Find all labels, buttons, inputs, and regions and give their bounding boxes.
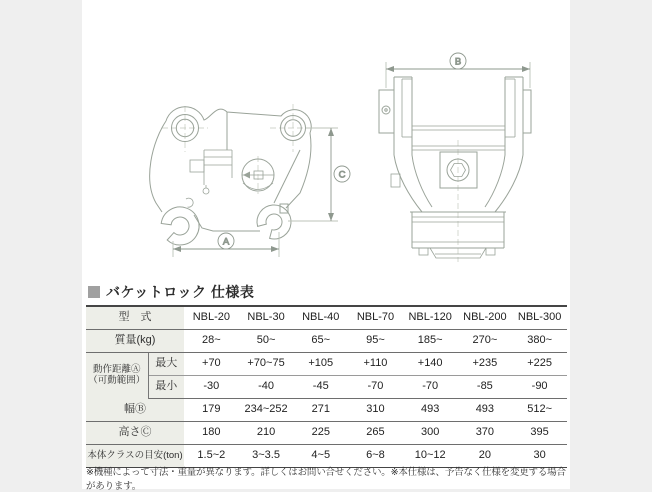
row-label-cell: 本体クラスの目安(ton)	[86, 445, 184, 468]
spec-cell: +70	[184, 353, 239, 376]
dim-c-label: C	[338, 169, 346, 181]
dim-b-label: B	[454, 56, 462, 68]
section-title-text: バケットロック 仕様表	[106, 284, 255, 300]
title-square-icon	[88, 286, 100, 298]
sub-label-cell: 最小	[148, 376, 184, 399]
stroke-min-row	[86, 376, 567, 399]
spec-cell: 6~8	[348, 445, 403, 468]
spec-cell: -85	[458, 376, 513, 399]
spec-cell: 65~	[293, 330, 348, 353]
stroke-max-row	[86, 353, 567, 376]
spec-cell: 310	[348, 399, 403, 422]
section-title	[88, 283, 254, 301]
spec-cell: 380~	[512, 330, 567, 353]
model-header-cell: NBL-120	[403, 306, 458, 330]
spec-cell: -45	[293, 376, 348, 399]
spec-cell: 3~3.5	[239, 445, 294, 468]
row-label-cell: 質量(kg)	[86, 330, 184, 353]
spec-cell: 4~5	[293, 445, 348, 468]
model-header-row	[86, 306, 567, 330]
spec-cell: +140	[403, 353, 458, 376]
spec-cell: 210	[239, 422, 294, 445]
spec-table	[86, 305, 567, 468]
spec-cell: -70	[403, 376, 458, 399]
spec-cell: 300	[403, 422, 458, 445]
spec-cell: 30	[512, 445, 567, 468]
technical-drawings	[82, 0, 570, 278]
spec-cell: -70	[348, 376, 403, 399]
stroke-label-line1: 動作距離Ⓐ	[92, 363, 141, 375]
spec-cell: 10~12	[403, 445, 458, 468]
spec-cell: 395	[512, 422, 567, 445]
spec-cell: 370	[458, 422, 513, 445]
row-label-cell: 高さⒸ	[86, 422, 184, 445]
dim-a-label: A	[222, 236, 230, 248]
spec-cell: 179	[184, 399, 239, 422]
side-view-dim-c	[288, 128, 350, 221]
front-view-dim-b	[386, 53, 530, 88]
spec-cell: 185~	[403, 330, 458, 353]
footnote-text: ※機種によって寸法・重量が異なります。詳しくはお問い合せください。※本仕様は、予告なく仕様を変更する場合があります。	[86, 467, 566, 492]
row-label-cell: 幅Ⓑ	[86, 399, 184, 422]
spec-cell: +235	[458, 353, 513, 376]
model-header-cell: NBL-40	[293, 306, 348, 330]
spec-cell: 180	[184, 422, 239, 445]
row-label-cell: 型 式	[86, 306, 184, 330]
spec-cell: 28~	[184, 330, 239, 353]
stroke-label-line2: （可動範囲）	[88, 374, 146, 386]
model-header-cell: NBL-300	[512, 306, 567, 330]
side-view-drawing	[150, 104, 314, 245]
spec-cell: +225	[512, 353, 567, 376]
spec-cell: 20	[458, 445, 513, 468]
front-view-drawing	[379, 77, 531, 262]
spec-cell: -90	[512, 376, 567, 399]
height-row	[86, 422, 567, 445]
sub-label-cell: 最大	[148, 353, 184, 376]
spec-cell: 271	[293, 399, 348, 422]
side-view-dim-a	[173, 232, 279, 257]
spec-cell: -40	[239, 376, 294, 399]
spec-cell: 225	[293, 422, 348, 445]
spec-cell: 1.5~2	[184, 445, 239, 468]
spec-cell: 95~	[348, 330, 403, 353]
model-header-cell: NBL-20	[184, 306, 239, 330]
spec-cell: +110	[348, 353, 403, 376]
spec-cell: 50~	[239, 330, 294, 353]
spec-cell: 234~252	[239, 399, 294, 422]
mass-row	[86, 330, 567, 353]
spec-cell: -30	[184, 376, 239, 399]
model-header-cell: NBL-70	[348, 306, 403, 330]
spec-cell: +105	[293, 353, 348, 376]
spec-cell: 270~	[458, 330, 513, 353]
catalog-content-area	[82, 0, 570, 492]
model-header-cell: NBL-30	[239, 306, 294, 330]
spec-cell: 512~	[512, 399, 567, 422]
spec-cell: 493	[458, 399, 513, 422]
spec-cell: 493	[403, 399, 458, 422]
spec-cell: +70~75	[239, 353, 294, 376]
spec-cell: 265	[348, 422, 403, 445]
model-header-cell: NBL-200	[458, 306, 513, 330]
width-row	[86, 399, 567, 422]
row-label-cell	[86, 353, 148, 399]
